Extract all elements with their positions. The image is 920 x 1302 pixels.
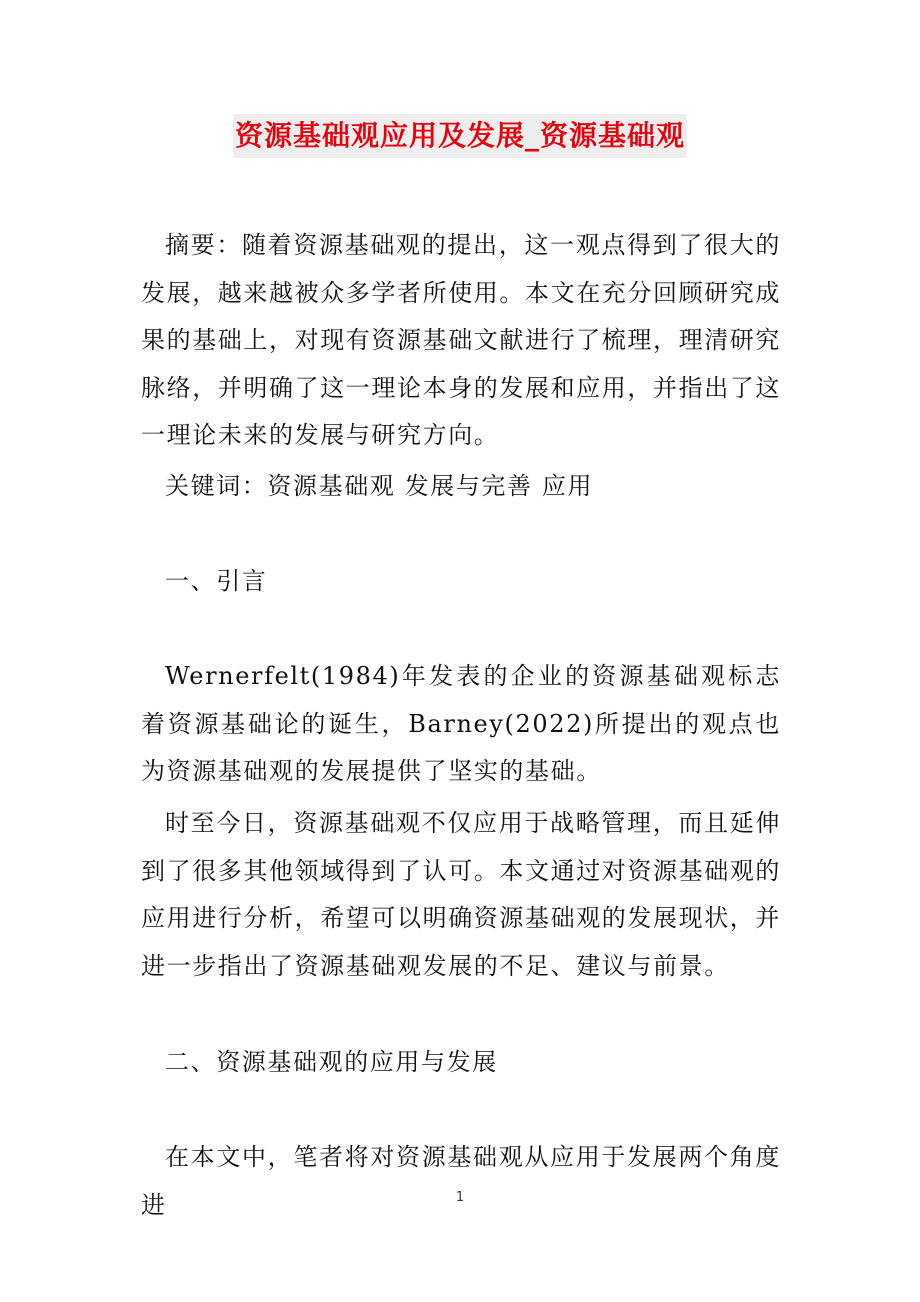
title-container (0, 114, 920, 158)
application-paragraph-1: 在本文中，笔者将对资源基础观从应用于发展两个角度进 (141, 1143, 781, 1219)
abstract-paragraph: 摘要：随着资源基础观的提出，这一观点得到了很大的发展，越来越被众多学者所使用。本文在充分回顾研究成果的基础上，对现有资源基础文献进行了梳理，理清研究脉络，并明确了这一理论本身的发展和应用，并指出了这一理论未来的发展与研究方向。 (141, 231, 781, 449)
page-number: 1 (455, 1190, 465, 1205)
keywords-line: 关键词：资源基础观 发展与完善 应用 (165, 472, 594, 500)
introduction-paragraph-2: 时至今日，资源基础观不仅应用于战略管理，而且延伸到了很多其他领域得到了认可。本文通过对资源基础观的应用进行分析，希望可以明确资源基础观的发展现状，并进一步指出了资源基础观发展的不足、建议与前景。 (141, 809, 781, 980)
document-title: 资源基础观应用及发展_资源基础观 (233, 114, 687, 158)
section-heading-application: 二、资源基础观的应用与发展 (165, 1048, 498, 1076)
introduction-paragraph-1: Wernerfelt(1984)年发表的企业的资源基础观标志着资源基础论的诞生，Barney(2022)所提出的观点也为资源基础观的发展提供了坚实的基础。 (141, 662, 781, 785)
section-heading-introduction: 一、引言 (165, 567, 268, 595)
